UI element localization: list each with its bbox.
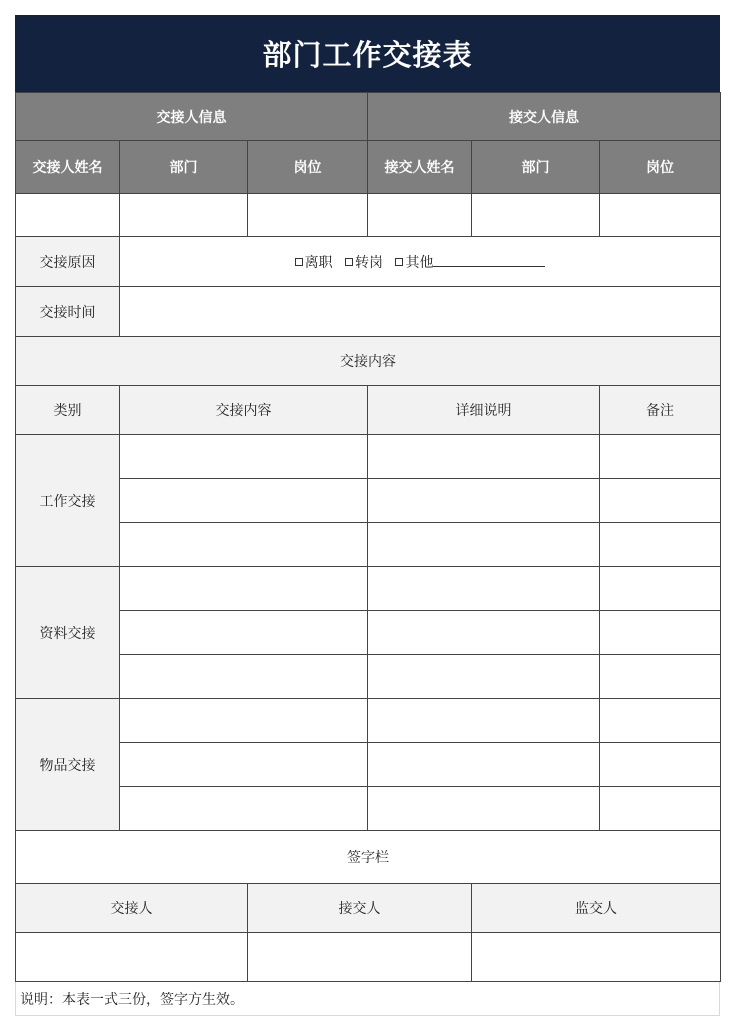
detail-cell[interactable] [368, 655, 600, 699]
sign-supervisor-cell[interactable] [472, 933, 721, 982]
detail-cell[interactable] [368, 611, 600, 655]
remark-header: 备注 [600, 386, 721, 435]
sign-receiver-cell[interactable] [248, 933, 472, 982]
category-work: 工作交接 [16, 435, 120, 567]
remark-cell[interactable] [600, 787, 721, 831]
remark-cell[interactable] [600, 523, 721, 567]
giver-name-header: 交接人姓名 [16, 141, 120, 194]
detail-cell[interactable] [368, 699, 600, 743]
giver-name-cell[interactable] [16, 194, 120, 237]
form-note: 说明：本表一式三份，签字方生效。 [15, 982, 720, 1016]
sign-receiver-header: 接交人 [248, 884, 472, 933]
category-header: 类别 [16, 386, 120, 435]
detail-cell[interactable] [368, 523, 600, 567]
content-section-title: 交接内容 [16, 337, 721, 386]
content-cell[interactable] [120, 479, 368, 523]
detail-cell[interactable] [368, 787, 600, 831]
giver-dept-header: 部门 [120, 141, 248, 194]
receiver-name-cell[interactable] [368, 194, 472, 237]
receiver-name-header: 接交人姓名 [368, 141, 472, 194]
giver-post-cell[interactable] [248, 194, 368, 237]
form-title: 部门工作交接表 [15, 15, 720, 92]
content-cell[interactable] [120, 655, 368, 699]
content-cell[interactable] [120, 787, 368, 831]
content-cell[interactable] [120, 435, 368, 479]
content-cell[interactable] [120, 699, 368, 743]
remark-cell[interactable] [600, 435, 721, 479]
category-documents: 资料交接 [16, 567, 120, 699]
content-header: 交接内容 [120, 386, 368, 435]
content-cell[interactable] [120, 611, 368, 655]
remark-cell[interactable] [600, 655, 721, 699]
receiver-info-header: 接交人信息 [368, 93, 721, 141]
checkbox-icon[interactable] [395, 258, 403, 266]
remark-cell[interactable] [600, 611, 721, 655]
time-label: 交接时间 [16, 287, 120, 337]
content-cell[interactable] [120, 567, 368, 611]
receiver-dept-cell[interactable] [472, 194, 600, 237]
sign-giver-cell[interactable] [16, 933, 248, 982]
checkbox-icon[interactable] [295, 258, 303, 266]
sign-giver-header: 交接人 [16, 884, 248, 933]
receiver-dept-header: 部门 [472, 141, 600, 194]
option-resign[interactable]: 离职 [295, 255, 333, 271]
receiver-post-header: 岗位 [600, 141, 721, 194]
content-cell[interactable] [120, 523, 368, 567]
checkbox-icon[interactable] [345, 258, 353, 266]
reason-label: 交接原因 [16, 237, 120, 287]
receiver-post-cell[interactable] [600, 194, 721, 237]
remark-cell[interactable] [600, 479, 721, 523]
other-fill-line[interactable] [433, 254, 545, 267]
content-cell[interactable] [120, 743, 368, 787]
remark-cell[interactable] [600, 699, 721, 743]
detail-cell[interactable] [368, 567, 600, 611]
detail-cell[interactable] [368, 479, 600, 523]
sign-supervisor-header: 监交人 [472, 884, 721, 933]
option-transfer[interactable]: 转岗 [345, 255, 383, 271]
detail-header: 详细说明 [368, 386, 600, 435]
giver-dept-cell[interactable] [120, 194, 248, 237]
handover-table [15, 92, 721, 982]
detail-cell[interactable] [368, 435, 600, 479]
category-items: 物品交接 [16, 699, 120, 831]
detail-cell[interactable] [368, 743, 600, 787]
signature-section-title: 签字栏 [16, 831, 721, 884]
giver-post-header: 岗位 [248, 141, 368, 194]
time-cell[interactable] [120, 287, 721, 337]
remark-cell[interactable] [600, 743, 721, 787]
remark-cell[interactable] [600, 567, 721, 611]
option-other[interactable]: 其他 [395, 255, 545, 271]
handover-form [15, 15, 720, 1016]
reason-options [120, 237, 721, 287]
giver-info-header: 交接人信息 [16, 93, 368, 141]
